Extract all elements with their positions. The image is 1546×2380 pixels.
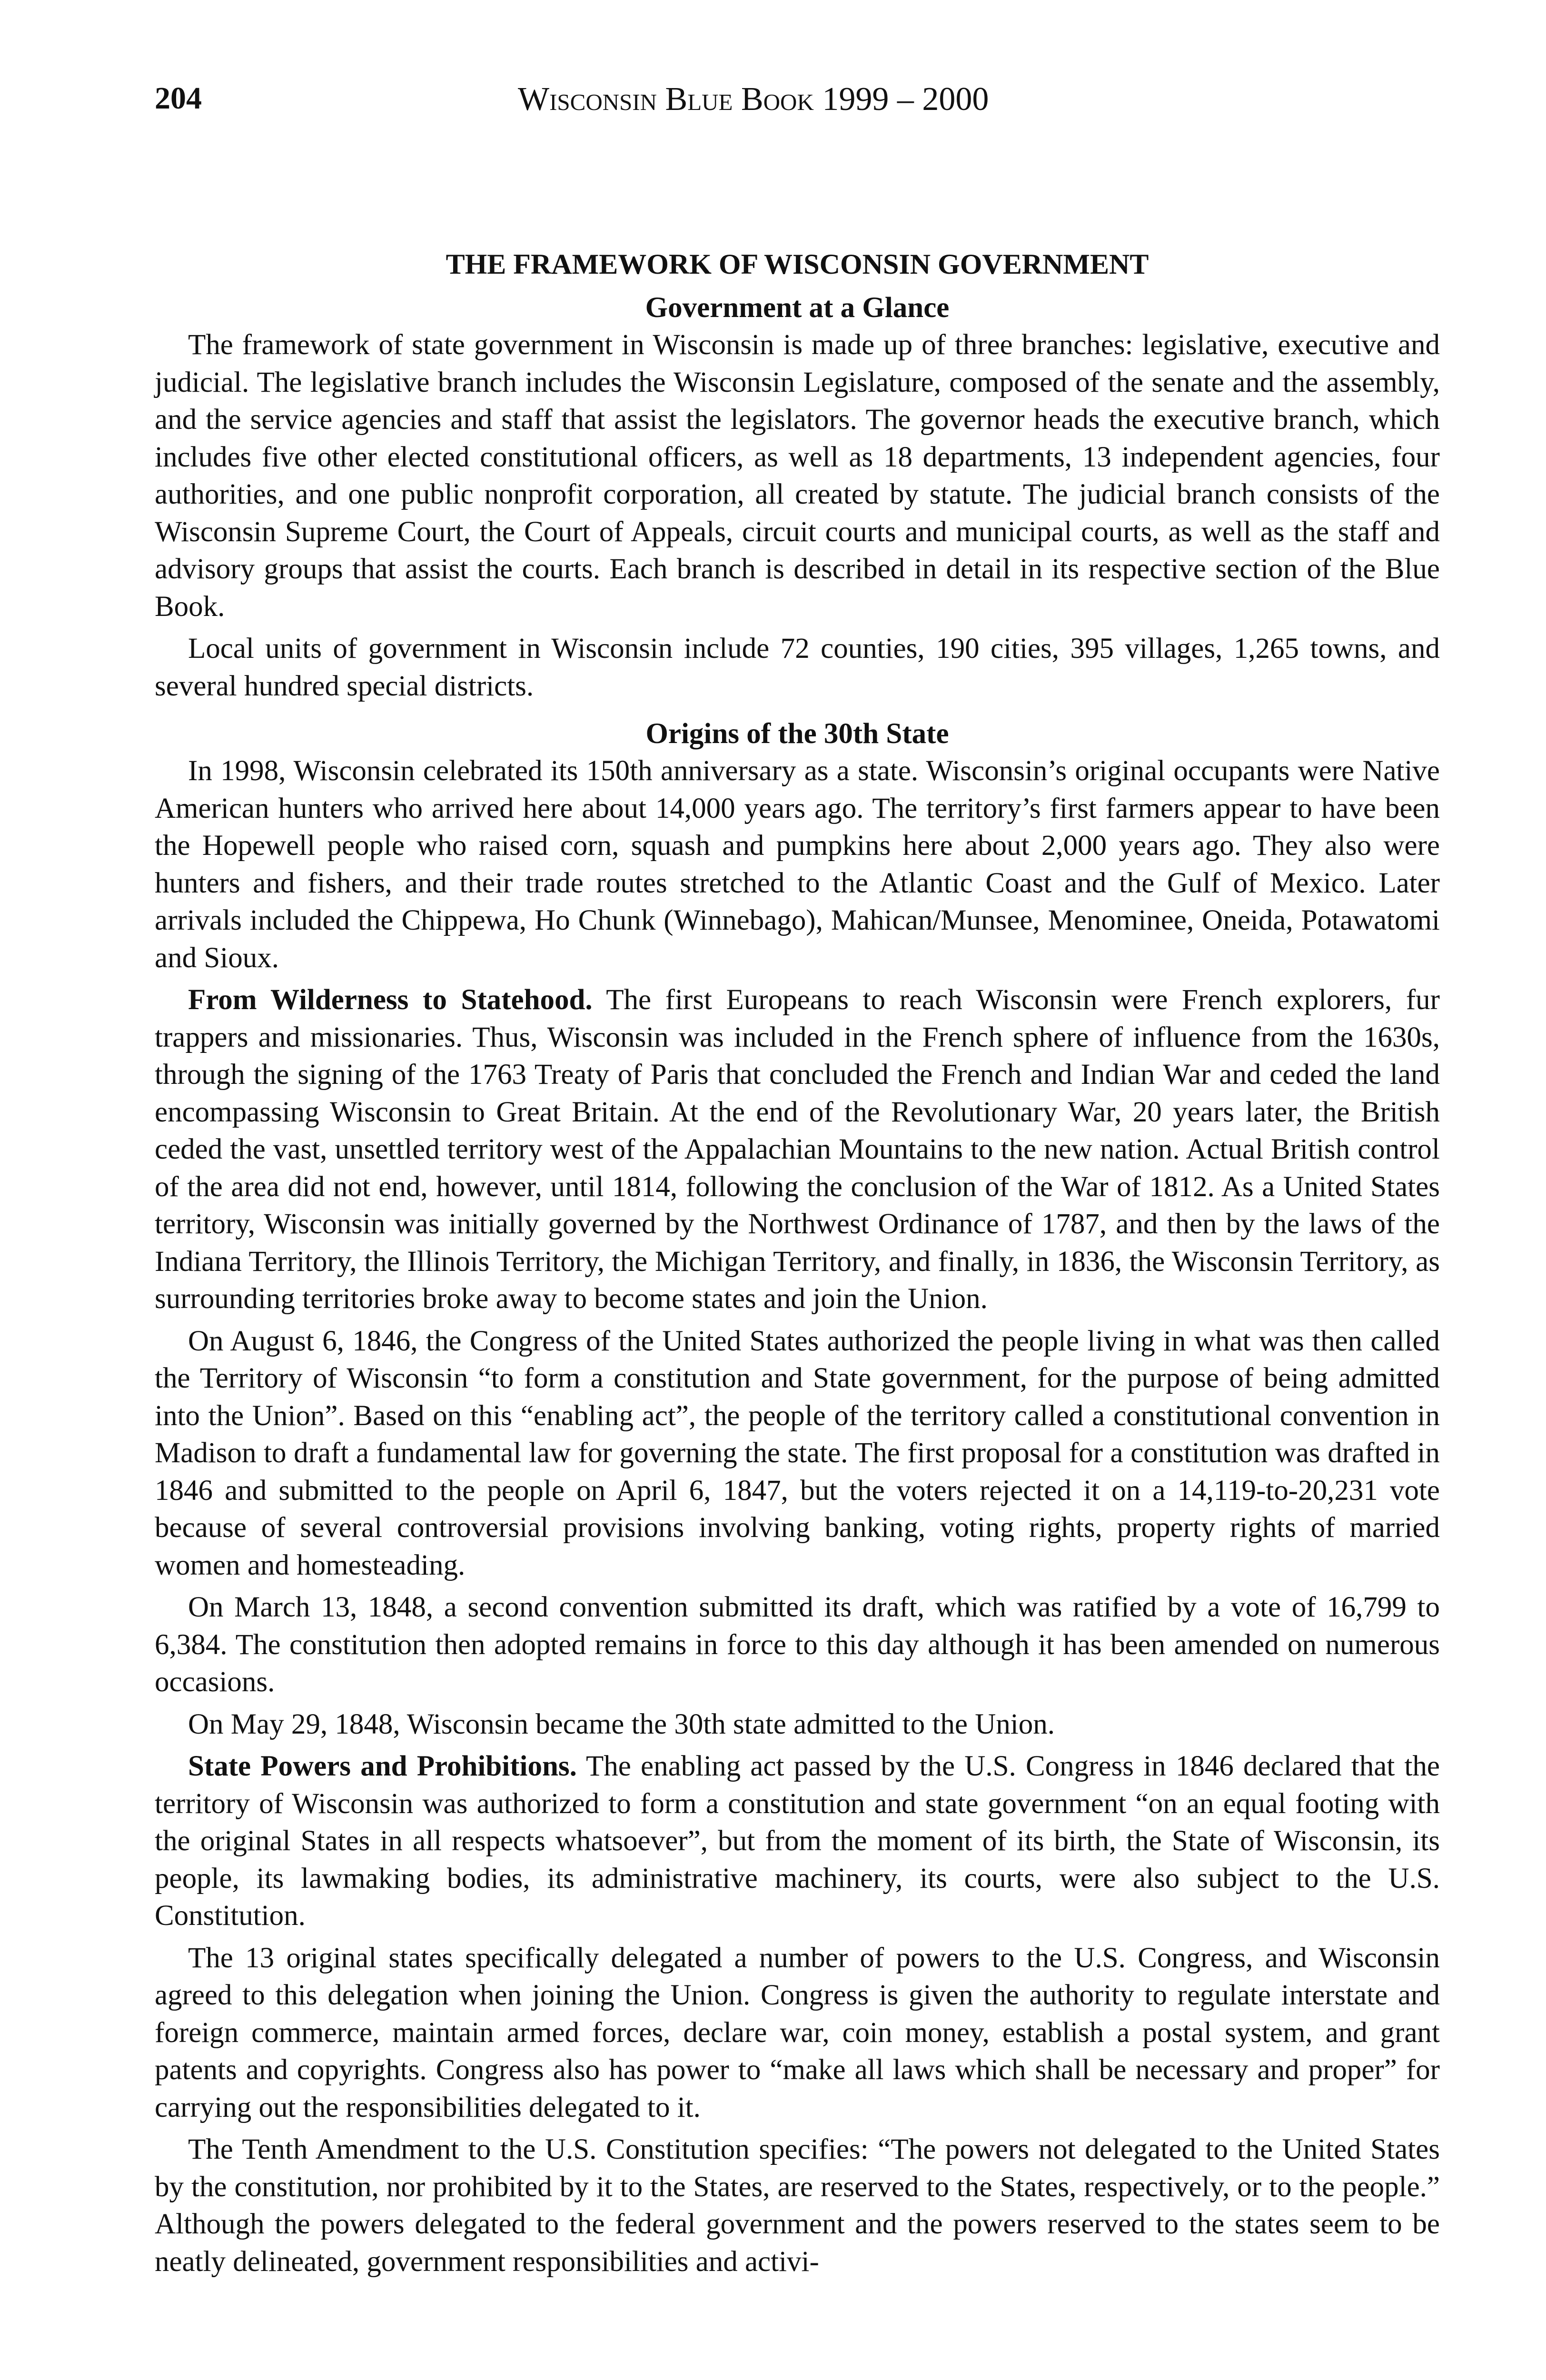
running-title-years: 1999 – 2000: [822, 81, 989, 118]
text-state-powers: The enabling act passed by the U.S. Congress in 1846 declared that the territory of Wisconsin was authorized to form a constitution and state government “on an equal footing with the original States in all respects whatsoever”, but from the moment of its birth, the State of Wisconsin, its people, its lawmaking bodies, its administrative machinery, its courts, were also subject to the U.S. Constitution.: [155, 1750, 1440, 1932]
running-title: [518, 83, 989, 116]
paragraph-tenth-amendment: The Tenth Amendment to the U.S. Constitution specifies: “The powers not delegated to the United States by the constitution, nor prohibited by it to the States, are reserved to the States, respectively, or to the people.” Although the powers delegated to the federal government and the powers reserved to the states seem to be neatly delineated, government responsibilities and activi-: [155, 2133, 1440, 2278]
article-body: [155, 248, 1440, 2281]
paragraph-ratification: On March 13, 1848, a second convention submitted its draft, which was ratified by a vote of 16,799 to 6,384. The constitution then adopted remains in force to this day although it has been amended on numerous occasions.: [155, 1591, 1440, 1698]
main-heading: THE FRAMEWORK OF WISCONSIN GOVERNMENT: [446, 248, 1149, 280]
paragraph-local-units: Local units of government in Wisconsin include 72 counties, 190 cities, 395 villages, 1,265 towns, and several hundred special districts.: [155, 633, 1440, 702]
paragraph-delegated-powers: The 13 original states specifically delegated a number of powers to the U.S. Congress, and Wisconsin agreed to this delegation when joining the Union. Congress is given the authority to regulate interstate and foreign commerce, maintain armed forces, declare war, coin money, establish a postal system, and grant patents and copyrights. Congress also has power to “make all laws which shall be necessary and proper” for carrying out the responsibilities delegated to it.: [155, 1942, 1440, 2123]
text-statehood: The first Europeans to reach Wisconsin were French explorers, fur trappers and missionaries. Thus, Wisconsin was included in the French sphere of influence from the 1630s, through the signing of the 1763 Treaty of Paris that concluded the French and Indian War and ceded the land encompassing Wisconsin to Great Britain. At the end of the Revolutionary War, 20 years later, the British ceded the vast, unsettled territory west of the Appalachian Mountains to the new nation. Actual British control of the area did not end, however, until 1814, following the conclusion of the War of 1812. As a United States territory, Wisconsin was initially governed by the Northwest Ordinance of 1787, and then by the laws of the Indiana Territory, the Illinois Territory, the Michigan Territory, and finally, in 1836, the Wisconsin Territory, as surrounding territories broke away to become states and join the Union.: [155, 984, 1440, 1315]
paragraph-framework: The framework of state government in Wisconsin is made up of three branches: legislative, executive and judicial. The legislative branch includes the Wisconsin Legislature, composed of the senate and the assembly, and the service agencies and staff that assist the legislators. The governor heads the executive branch, which includes five other elected constitutional officers, as well as 18 departments, 13 independent agencies, four authorities, and one public nonprofit corporation, all created by statute. The judicial branch consists of the Wisconsin Supreme Court, the Court of Appeals, circuit courts and municipal courts, as well as the staff and advisory groups that assist the courts. Each branch is described in detail in its respective section of the Blue Book.: [155, 329, 1440, 623]
section-heading-glance: Government at a Glance: [645, 292, 950, 324]
paragraph-statehood: [155, 982, 1440, 1318]
paragraph-enabling-act: On August 6, 1846, the Congress of the United States authorized the people living in what was then called the Territory of Wisconsin “to form a constitution and State government, for the purpose of being admitted into the Union”. Based on this “enabling act”, the people of the territory called a constitutional convention in Madison to draft a fundamental law for governing the state. The first proposal for a constitution was drafted in 1846 and submitted to the people on April 6, 1847, but the voters rejected it on a 14,119-to-20,231 vote because of several controversial provisions involving banking, voting rights, property rights of married women and homesteading.: [155, 1325, 1440, 1581]
lead-statehood: From Wilderness to Statehood.: [188, 984, 593, 1016]
book-page: [155, 71, 1440, 2281]
paragraph-origins-intro: In 1998, Wisconsin celebrated its 150th anniversary as a state. Wisconsin’s original occupants were Native American hunters who arrived here about 14,000 years ago. The territory’s first farmers appear to have been the Hopewell people who raised corn, squash and pumpkins here about 2,000 years ago. They also were hunters and fishers, and their trade routes stretched to the Atlantic Coast and the Gulf of Mexico. Later arrivals included the Chippewa, Ho Chunk (Winnebago), Mahican/Munsee, Menominee, Oneida, Potawatomi and Sioux.: [155, 755, 1440, 974]
lead-state-powers: State Powers and Prohibitions.: [188, 1750, 577, 1782]
page-header: [155, 71, 1440, 129]
running-title-text: Wisconsin Blue Book: [518, 81, 814, 118]
page-number: 204: [155, 81, 202, 116]
section-heading-origins: Origins of the 30th State: [645, 718, 949, 750]
paragraph-state-powers: [155, 1748, 1440, 1935]
paragraph-admission: On May 29, 1848, Wisconsin became the 30th state admitted to the Union.: [188, 1708, 1055, 1740]
